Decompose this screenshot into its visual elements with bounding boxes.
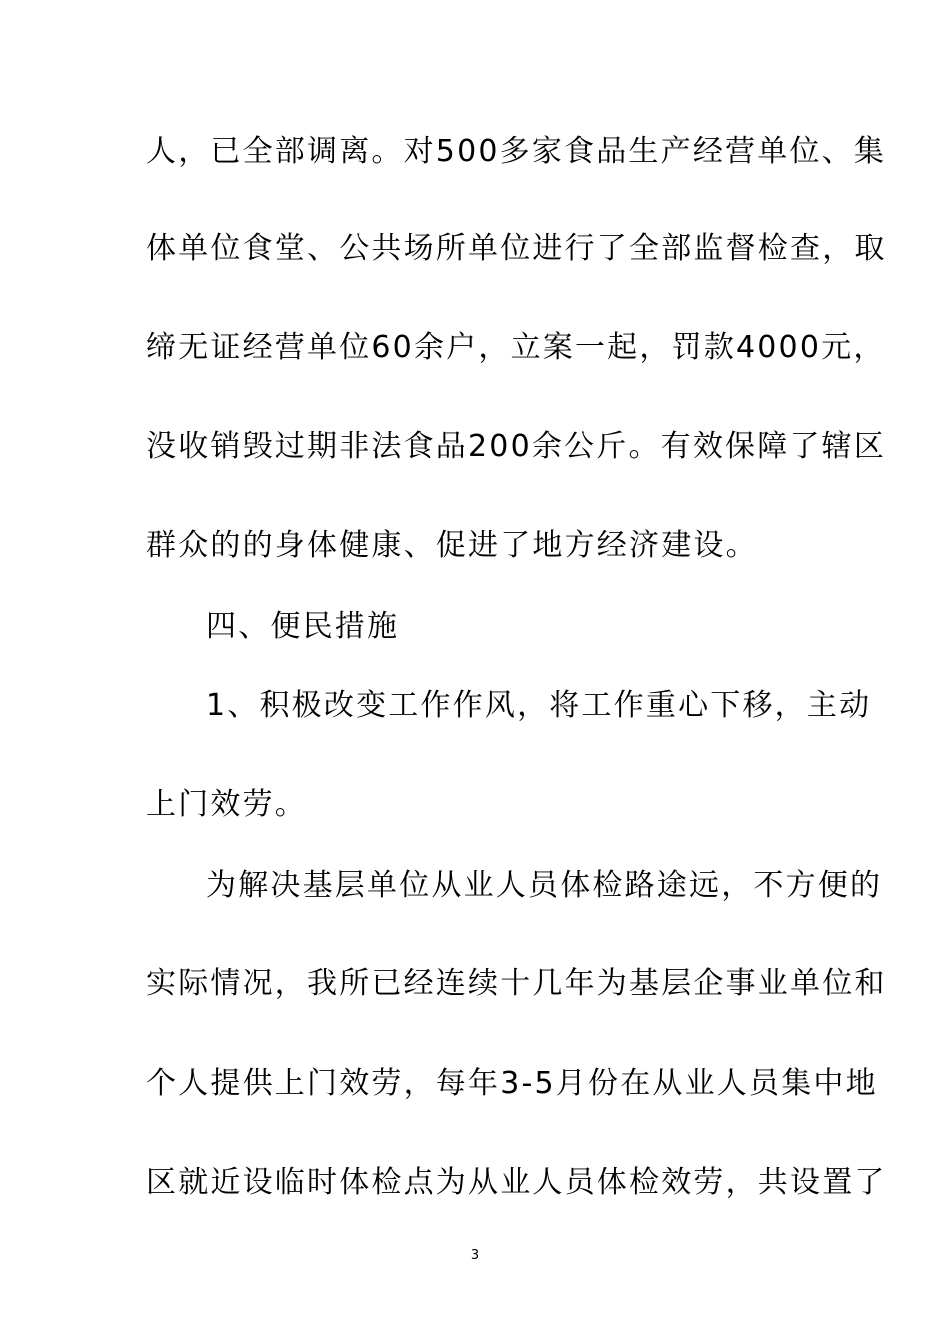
text-line-4: 没收销毁过期非法食品200余公斤。有效保障了辖区 [146,429,887,464]
text-line-8: 上门效劳。 [146,787,307,822]
text-line-12: 区就近设临时体检点为从业人员体检效劳，共设置了 [146,1165,887,1200]
page-number: 3 [470,1248,480,1263]
text-line-3: 缔无证经营单位60余户，立案一起，罚款4000元， [146,330,886,365]
text-line-10: 实际情况，我所已经连续十几年为基层企事业单位和 [146,966,887,1001]
text-line-9: 为解决基层单位从业人员体检路途远，不方便的 [206,868,883,903]
text-line-5: 群众的的身体健康、促进了地方经济建设。 [146,528,758,563]
section-heading: 四、便民措施 [206,609,400,644]
text-line-7: 1、积极改变工作作风，将工作重心下移，主动 [206,688,872,723]
text-line-1: 人，已全部调离。对500多家食品生产经营单位、集 [146,134,887,169]
text-line-11: 个人提供上门效劳，每年3-5月份在从业人员集中地 [146,1066,878,1101]
text-line-2: 体单位食堂、公共场所单位进行了全部监督检查，取 [146,231,887,266]
